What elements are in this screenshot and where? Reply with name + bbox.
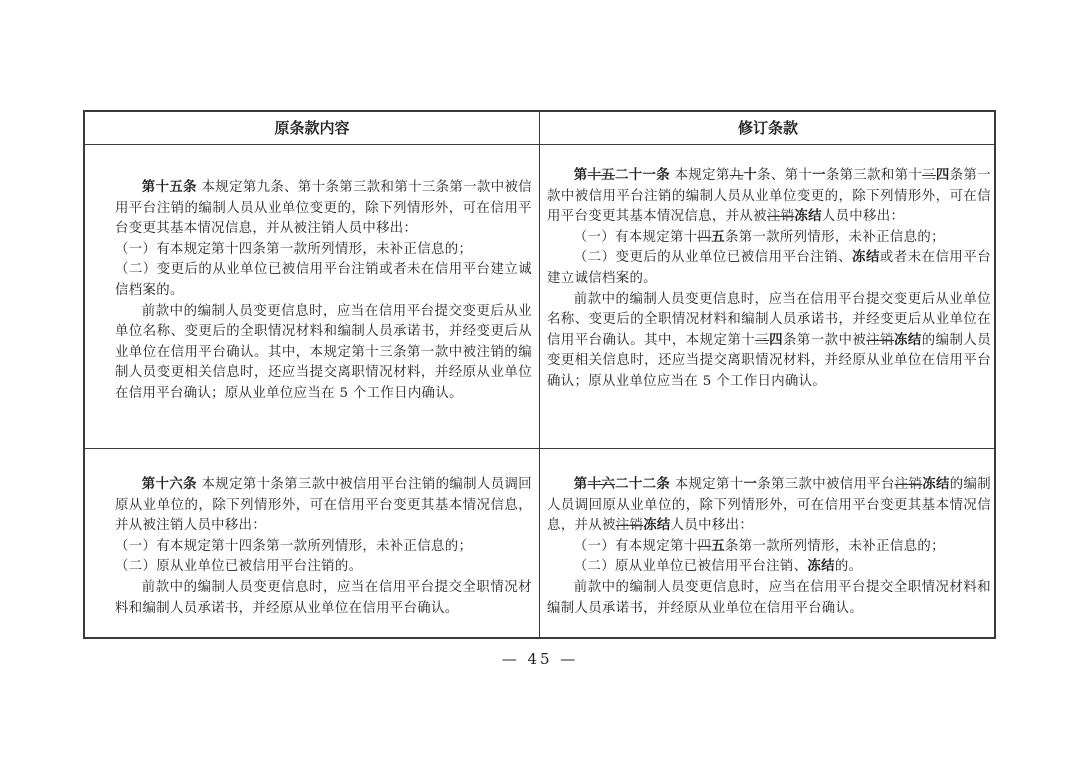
inserted-text: 冻结 [807, 559, 835, 575]
comparison-table [83, 110, 996, 639]
article-text: 本规定第九条、第十条第三款和第十三条第一款中被信用平台注销的编制人员从业单位变更的，除下列情形外，可在信用平台变更其基本情况信息，并从被注销人员中移出： [115, 180, 532, 237]
item-1: （一）有本规定第十四五条第一款所列情形，未补正信息的； [573, 538, 945, 554]
inserted-text: 十 [743, 168, 758, 183]
row2-revised-cell [547, 475, 991, 619]
article-number: 第十五条 [141, 180, 197, 195]
inserted-text: 一 [812, 168, 826, 183]
article-paragraph [115, 475, 532, 537]
item-1: （一）有本规定第十四五条第一款所列情形，未补正信息的； [573, 229, 945, 245]
item-2: （二）原从业单位已被信用平台注销的。 [115, 559, 363, 575]
paragraph-2: 前款中的编制人员变更信息时，应当在信用平台提交变更后从业单位名称、变更后的全职情况材料和编制人员承诺书，并经变更后从业单位在信用平台确认。其中，本规定第十三四条第一款中被注销冻结的编制人员变更相关信息时，还应当提交离职情况材料，并经原从业单位在信用平台确认；原从业单位应当在 5 个工作日内确认。 [547, 291, 992, 389]
inserted-text: 冻结 [643, 518, 671, 534]
deleted-text: 注销 [866, 332, 895, 348]
article-paragraph [115, 178, 532, 240]
article-number: 第十六条 [141, 477, 197, 492]
deleted-text: 三 [755, 332, 770, 348]
header-revised: 修订条款 [737, 119, 798, 137]
deleted-text: 三 [922, 168, 936, 183]
paragraph-2: 前款中的编制人员变更信息时，应当在信用平台提交全职情况材料和编制人员承诺书，并经原从业单位在信用平台确认。 [547, 579, 991, 616]
row1-revised-cell [547, 166, 991, 393]
deleted-text: 注销 [615, 518, 644, 534]
deleted-text: 四 [697, 229, 712, 245]
inserted-text: 五 [711, 229, 725, 245]
article-text: 本规定第十条第三款中被信用平台注销的编制人员调回原从业单位的，除下列情形外，可在信用平台变更其基本情况信息，并从被注销人员中移出： [115, 477, 532, 534]
row2-original-cell [115, 475, 532, 619]
deleted-text: 十六 [587, 477, 616, 492]
item-2: （二）变更后的从业单位已被信用平台注销、冻结或者未在信用平台建立诚信档案的。 [547, 250, 991, 286]
inserted-text: 冻结 [794, 209, 822, 225]
header-divider [85, 144, 994, 145]
row-divider [85, 448, 994, 449]
deleted-text: 十五 [587, 168, 616, 183]
inserted-text: 四 [935, 168, 950, 183]
inserted-text: 一 [743, 477, 758, 492]
paragraph-2: 前款中的编制人员变更信息时，应当在信用平台提交全职情况材料和编制人员承诺书，并经原从业单位在信用平台确认。 [115, 579, 532, 616]
item-1: （一）有本规定第十四条第一款所列情形，未补正信息的； [115, 538, 473, 554]
deleted-text: 注销 [766, 209, 795, 225]
item-2: （二）变更后的从业单位已被信用平台注销或者未在信用平台建立诚信档案的。 [115, 262, 532, 298]
page-number: — 45 — [501, 650, 579, 668]
paragraph-2: 前款中的编制人员变更信息时，应当在信用平台提交变更后从业单位名称、变更后的全职情况材料和编制人员承诺书，并经变更后从业单位在信用平台确认。其中，本规定第十三条第一款中被注销的编制人员变更相关信息时，还应当提交离职情况材料，并经原从业单位在信用平台确认；原从业单位应当在 5 个工作日内确认。 [115, 303, 532, 401]
inserted-text: 冻结 [922, 477, 950, 492]
column-divider [539, 112, 540, 637]
article-number: 第十五二十一条 [573, 168, 671, 183]
article-paragraph: 第十五二十一条 本规定第九十条、第十一条第三款和第十三四条第一款中被信用平台注销的编制人员从业单位变更的，除下列情形外，可在信用平台变更其基本情况信息，并从被注销冻结人员中移出： [547, 168, 991, 225]
inserted-text: 四 [769, 332, 783, 348]
item-2: （二）原从业单位已被信用平台注销、冻结的。 [573, 559, 863, 575]
inserted-text: 冻结 [852, 250, 880, 266]
deleted-text: 注销 [894, 477, 923, 492]
article-number: 第十六二十二条 [573, 477, 671, 492]
row1-original-cell [115, 178, 532, 405]
inserted-text: 冻结 [894, 332, 922, 348]
article-paragraph: 第十六二十二条 本规定第十一条第三款中被信用平台注销冻结的编制人员调回原从业单位的，除下列情形外，可在信用平台变更其基本情况信息，并从被注销冻结人员中移出： [547, 477, 992, 534]
header-original: 原条款内容 [274, 119, 350, 137]
item-1: （一）有本规定第十四条第一款所列情形，未补正信息的； [115, 241, 473, 257]
deleted-text: 四 [697, 538, 712, 554]
deleted-text: 九 [729, 168, 744, 183]
inserted-text: 五 [711, 538, 725, 554]
